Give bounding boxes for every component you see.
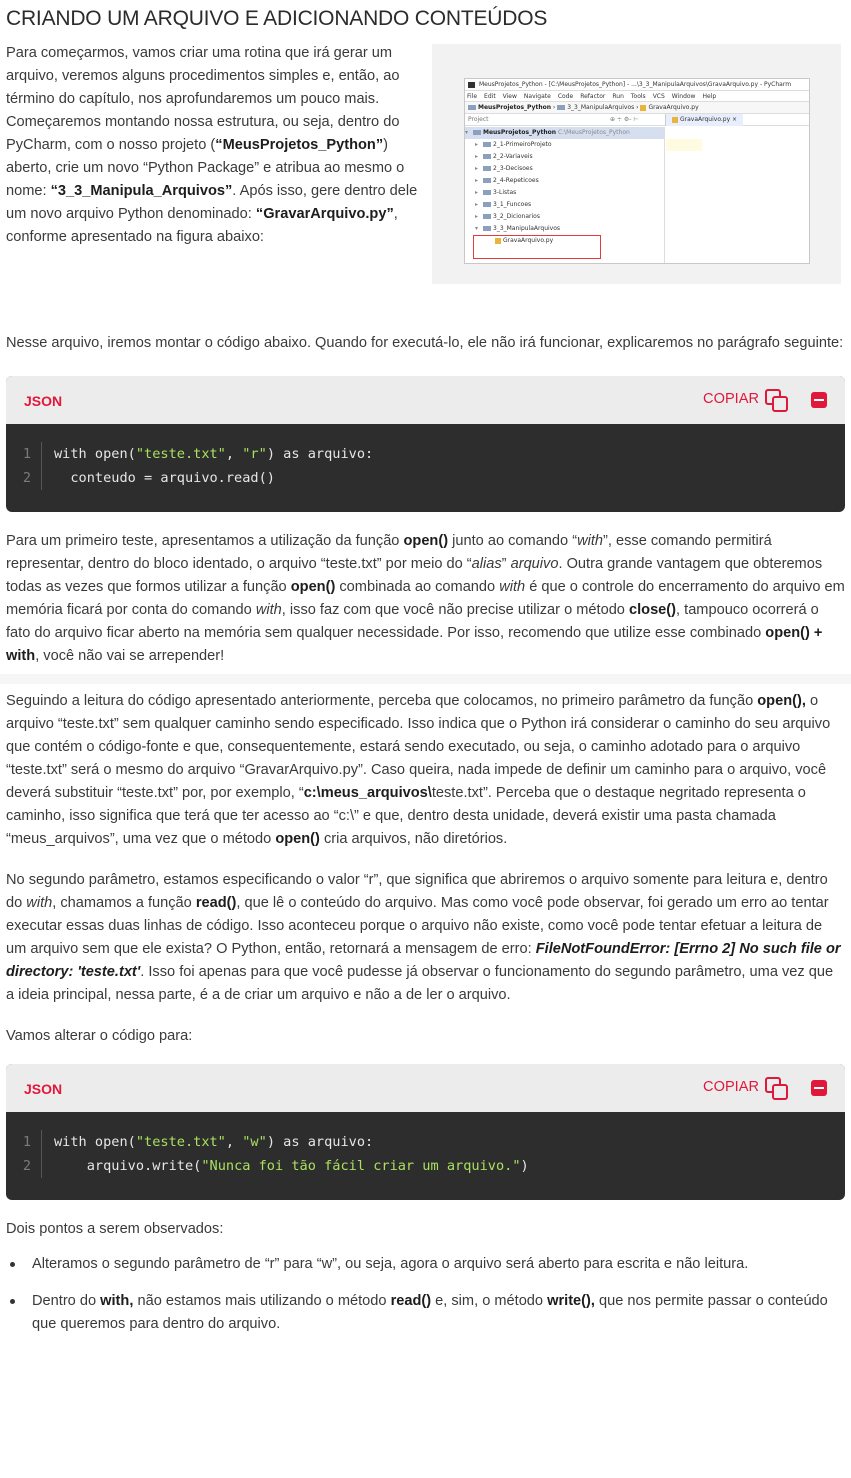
folder-icon <box>483 178 491 183</box>
copy-button[interactable]: COPIAR <box>703 1076 787 1099</box>
menu-edit: Edit <box>484 93 496 100</box>
section-title: CRIANDO UM ARQUIVO E ADICIONANDO CONTEÚDOS <box>6 7 548 30</box>
tree-folder: ▸ 2_2-Variaveis <box>475 153 533 160</box>
collapse-button[interactable] <box>811 1080 827 1096</box>
folder-icon <box>483 142 491 147</box>
collapse-button[interactable] <box>811 392 827 408</box>
tree-folder: ▸ 3_2_Dicionarios <box>475 213 540 220</box>
paragraph-5: Vamos alterar o código para: <box>6 1028 193 1044</box>
bullet-icon <box>10 1262 15 1267</box>
code-body <box>6 1112 845 1200</box>
code-header <box>6 1064 845 1112</box>
paragraph-4: No segundo parâmetro, estamos especificando o valor “r”, que significa que abriremos o arquivo somente para leitura e, dentro do with, chamamos a função read(), que lê o conteúdo do arquivo. Mas como você pode observar, foi gerado um erro ao tentar executar essas duas linhas de código. Isso aconteceu porque o arquivo não existe, como você pode tentar efetuar a leitura de um arquivo sem que ele exista? O Python, então, retornará a mensagem de erro: FileNotFoundError: [Errno 2] No such file or directory: 'teste.txt'. Isso foi apenas para que você pudesse já observar o funcionamento do segundo parâmetro, uma vez que a ideia principal, nessa parte, é a de criar um arquivo e não a de ler o arquivo. <box>6 872 841 1003</box>
tree-folder: ▸ 3_1_Funcoes <box>475 201 532 208</box>
ide-title-bar: MeusProjetos_Python - [C:\MeusProjetos_Python] - ...\3_3_ManipulaArquivos\GravaArquivo.py - PyCharm <box>465 79 809 91</box>
menu-window: Window <box>671 93 696 100</box>
pycharm-screenshot-figure <box>432 44 841 284</box>
folder-icon <box>557 105 565 110</box>
code-language-label: JSON <box>24 393 63 409</box>
tree-folder: ▾ 3_3_ManipulaArquivos <box>475 225 561 232</box>
menu-refactor: Refactor <box>580 93 606 100</box>
pycharm-window <box>464 78 810 264</box>
tree-folder: ▸ 3-Listas <box>475 189 517 196</box>
paragraph-3: Seguindo a leitura do código apresentado anteriormente, perceba que colocamos, no primeiro parâmetro da função open(), o arquivo “teste.txt” sem qualquer caminho sendo especificado. Isso indica que o Python irá considerar o caminho do seu arquivo que contém o código-fonte e que, consequentemente, estará sendo executado, ou seja, o caminho adotado para o arquivo “teste.txt” será o mesmo do arquivo “GravarArquivo.py”. Caso queira, nada impede de definir um caminho para o arquivo, você deverá substituir “teste.txt” por, por exemplo, “c:\meus_arquivos\teste.txt”. Perceba que o destaque negritado representa o caminho, isso significa que terá que ter acesso ao “c:\” e que, dentro desta unidade, deverá existir uma pasta chamada “meus_arquivos”, uma vez que o método open() cria arquivos, não diretórios. <box>6 693 831 847</box>
toolbar-icons: ⊕ ÷ ⚙- ⊢ <box>610 116 639 123</box>
ide-menu-bar <box>465 91 809 102</box>
folder-icon <box>483 154 491 159</box>
folder-icon <box>483 190 491 195</box>
copy-button[interactable]: COPIAR <box>703 388 787 411</box>
folder-icon <box>483 214 491 219</box>
tree-root: ▾ MeusProjetos_Python C:\MeusProjetos_Python <box>465 127 664 139</box>
code-block-1 <box>6 376 845 512</box>
folder-icon <box>483 226 491 231</box>
menu-vcs: VCS <box>652 93 665 100</box>
editor-tab: GravaArquivo.py × <box>665 114 743 126</box>
section-divider <box>0 674 851 684</box>
paragraph-6: Dois pontos a serem observados: <box>6 1221 224 1237</box>
menu-help: Help <box>702 93 717 100</box>
python-file-icon <box>672 117 678 123</box>
list-item: Alteramos o segundo parâmetro de “r” para “w”, ou seja, agora o arquivo será aberto para escrita e não leitura. <box>6 1253 845 1276</box>
menu-navigate: Navigate <box>523 93 551 100</box>
list-item: Dentro do with, não estamos mais utilizando o método read() e, sim, o método write(), que nos permite passar o conteúdo que queremos para dentro do arquivo. <box>6 1290 845 1336</box>
code-body <box>6 424 845 512</box>
folder-icon <box>483 166 491 171</box>
code-language-label: JSON <box>24 1081 63 1097</box>
bullet-icon <box>10 1299 15 1304</box>
menu-tools: Tools <box>630 93 646 100</box>
project-tree <box>465 127 665 263</box>
code-header <box>6 376 845 424</box>
tree-folder: ▸ 2_1-PrimeiroProjeto <box>475 141 552 148</box>
copy-icon <box>765 1077 787 1099</box>
intro-section <box>6 42 845 332</box>
menu-file: File <box>467 93 478 100</box>
tree-file: GravaArquivo.py <box>465 235 664 247</box>
menu-run: Run <box>612 93 624 100</box>
ide-breadcrumb: MeusProjetos_Python › 3_3_ManipulaArquivos › GravaArquivo.py <box>465 102 809 114</box>
menu-code: Code <box>557 93 574 100</box>
highlight-box <box>473 235 601 259</box>
paragraph-1: Nesse arquivo, iremos montar o código abaixo. Quando for executá-lo, ele não irá funcionar, explicaremos no parágrafo seguinte: <box>6 335 844 351</box>
editor-area <box>666 127 809 263</box>
code-line: 1 with open( "teste.txt" , "r" ) as arquivo: <box>6 442 845 466</box>
folder-icon <box>473 130 481 135</box>
paragraph-2: Para um primeiro teste, apresentamos a utilização da função open() junto ao comando “with”, esse comando permitirá representar, dentro do bloco identado, o arquivo “teste.txt” por meio do “alias” arquivo. Outra grande vantagem que obteremos todas as vezes que formos utilizar a função open() combinada ao comando with é que o controle do encerramento do arquivo em memória ficará por conta do comando with, isso faz com que você não precise utilizar o método close(), tampouco ocorrerá o fato do arquivo ficar aberto na memória sem qualquer necessidade. Por isso, recomendo que utilize esse combinado open() + with, você não vai se arrepender! <box>6 533 845 664</box>
current-line-highlight <box>666 139 702 151</box>
ide-toolbar <box>465 114 809 126</box>
code-line: 2 arquivo.write( "Nunca foi tão fácil criar um arquivo." ) <box>6 1154 845 1178</box>
menu-view: View <box>502 93 517 100</box>
python-file-icon <box>640 105 646 111</box>
folder-icon <box>468 105 476 110</box>
code-line: 1 with open( "teste.txt" , "w" ) as arquivo: <box>6 1130 845 1154</box>
copy-icon <box>765 389 787 411</box>
project-view-selector: Project <box>468 116 489 123</box>
tree-folder: ▸ 2_4-Repeticoes <box>475 177 539 184</box>
intro-paragraph: Para começarmos, vamos criar uma rotina que irá gerar um arquivo, veremos alguns procedimentos simples e, então, ao término do capítulo, nos aprofundaremos um pouco mais. Começaremos montando nossa estrutura, ou seja, dentro do PyCharm, com o nosso projeto (“MeusProjetos_Python”) aberto, crie um novo “Python Package” e atribua ao mesmo o nome: “3_3_Manipula_Arquivos”. Após isso, gere dentro dele um novo arquivo Python denominado: “GravarArquivo.py”, conforme apresentado na figura abaixo: <box>6 45 418 245</box>
code-block-2 <box>6 1064 845 1200</box>
tree-folder: ▸ 2_3-Decisoes <box>475 165 533 172</box>
code-line: 2 conteudo = arquivo.read() <box>6 466 845 490</box>
folder-icon <box>483 202 491 207</box>
pycharm-app-icon <box>468 82 475 88</box>
observation-list <box>6 1253 845 1336</box>
